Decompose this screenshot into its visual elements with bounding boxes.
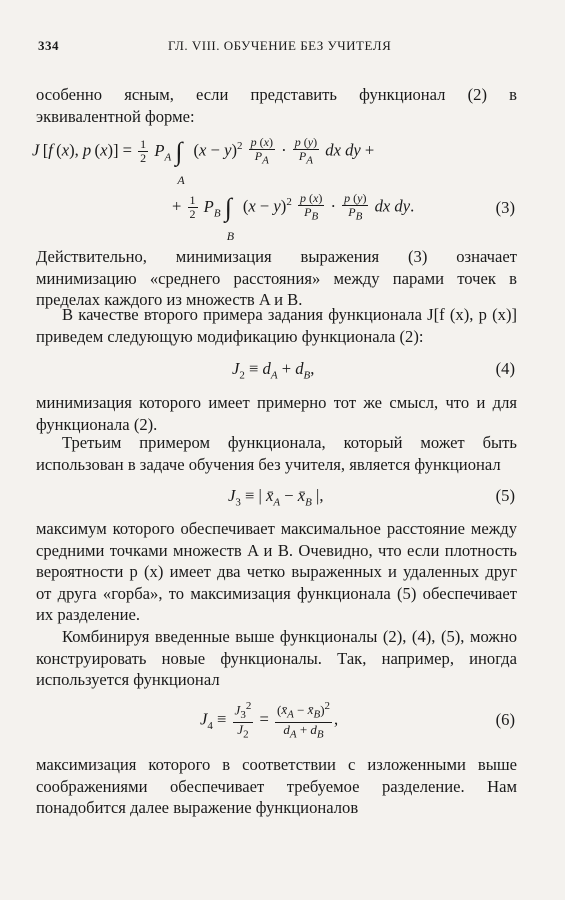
equation-6-number: (6) [495,710,515,729]
paragraph-3: В качестве второго примера задания функционала J[f (x), p (x)] приведем следующую модификацию функционала (2): [36,305,517,346]
equation-5: $J_3$ ≡ | $x̄_A$ − $x̄_B$ |, [228,486,324,509]
equation-4-number: (4) [495,359,515,378]
paragraph-5: Третьим примером функционала, который может быть использован в задаче обучения без учителя, является функционал [36,433,517,474]
paragraph-1: особенно ясным, если представить функционал (2) в эквивалентной форме: [36,85,517,126]
paragraph-8: максимизация которого в соответствии с изложенными выше соображениями обеспечивает требуемое разделение. Нам понадобится далее выражение функционалов [36,755,517,817]
paragraph-7: Комбинируя введенные выше функционалы (2), (4), (5), можно конструировать новые функционалы. Так, например, иногда используется функционал [36,627,517,689]
paragraph-4: минимизация которого имеет примерно тот же смысл, что и для функционала (2). [36,393,517,434]
paragraph-2: Действительно, минимизация выражения (3) означает минимизацию «среднего расстояния» между парами точек в пределах каждого из множеств A и B. [36,247,517,309]
page-number: 334 [38,38,59,53]
equation-5-number: (5) [495,486,515,505]
equation-3-number: (3) [495,198,515,217]
equation-3-line-1: J [f (x), p (x)] = $\frac{1}{2}$ $P_A$ ∫ A $(x - y)^2$ $\frac{p (x)}{P_A}$ · $\frac{p (y)}{P_A}$ dx dy + [32,135,375,187]
equation-4: $J_2 \equiv d_A + d_B$, [232,359,315,382]
chapter-title: ГЛ. VIII. ОБУЧЕНИЕ БЕЗ УЧИТЕЛЯ [168,38,392,53]
paragraph-6: максимум которого обеспечивает максимальное расстояние между средними точками множеств A и B. Очевидно, что если плотность вероятности p (x) имеет два четко выраженных и удаленных друг от друга «горба», то максимизация функционала (5) обеспечивает их разделение. [36,519,517,624]
equation-3-line-2: + $\frac{1}{2}$ $P_B$ ∫ B $(x - y)^2$ $\frac{p (x)}{P_B}$ · $\frac{p (y)}{P_B}$ dx dy. [172,191,415,243]
running-header [38,38,525,58]
equation-6: $J_4$ ≡ $\frac{J_3^2}{J_2}$ = $\frac{(x̄_A - x̄_B)^2}{d_A + d_B}$ , [200,700,339,741]
